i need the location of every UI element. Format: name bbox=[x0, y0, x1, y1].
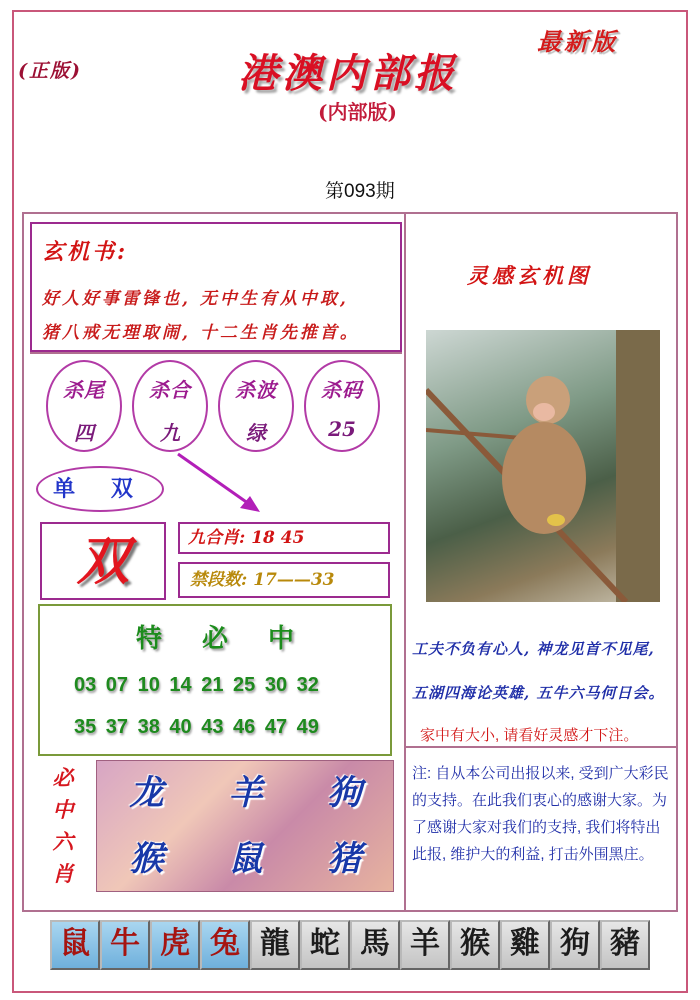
oval-value: 九 bbox=[160, 421, 180, 445]
riddle-line-1: 好人好事雷锋也, 无中生有从中取, bbox=[42, 289, 349, 309]
right-verse-1: 工夫不负有心人, 神龙见首不见尾, bbox=[412, 640, 655, 658]
arrow-icon bbox=[170, 448, 270, 520]
kill-combo-oval bbox=[132, 360, 208, 452]
zodiac-tile: 馬 bbox=[350, 920, 400, 970]
oval-value: 绿 bbox=[246, 421, 266, 445]
kill-tail-oval bbox=[46, 360, 122, 452]
riddle-line-2: 猪八戒无理取闹, 十二生肖先推首。 bbox=[42, 323, 360, 343]
zodiac-cell: 鼠 bbox=[228, 839, 263, 879]
oval-label: 杀码 bbox=[321, 378, 363, 402]
zodiac-cell: 龙 bbox=[129, 773, 164, 813]
monkey-photo bbox=[426, 330, 660, 602]
notice-text: 注: 自从本公司出报以来, 受到广大彩民的支持。在此我们衷心的感谢大家。为了感谢大家对我们的支持, 我们将特出此报, 维护大的利益, 打击外围黑庄。 bbox=[412, 765, 669, 863]
banned-range: 禁段数: 17——33 bbox=[178, 562, 390, 598]
zodiac-tile: 鼠 bbox=[50, 920, 100, 970]
divider bbox=[30, 352, 402, 354]
monkey-image-icon bbox=[426, 330, 660, 602]
zodiac-cell: 狗 bbox=[327, 773, 362, 813]
zodiac-cell: 猪 bbox=[327, 839, 362, 879]
oval-label: 杀波 bbox=[235, 378, 277, 402]
zodiac-tile: 狗 bbox=[550, 920, 600, 970]
inspiration-title: 灵感玄机图 bbox=[467, 263, 592, 288]
oval-label: 杀合 bbox=[149, 378, 191, 402]
issue-number: 第093期 bbox=[325, 181, 395, 202]
big-double-char: 双 bbox=[40, 522, 166, 600]
nine-combo-zodiac: 九合肖: 18 45 bbox=[178, 522, 390, 554]
single-double-oval: 单 双 bbox=[36, 466, 164, 512]
zodiac-tile: 豬 bbox=[600, 920, 650, 970]
zodiac-tile: 牛 bbox=[100, 920, 150, 970]
zodiac-tile: 龍 bbox=[250, 920, 300, 970]
zodiac-tile: 猴 bbox=[450, 920, 500, 970]
kill-wave-oval bbox=[218, 360, 294, 452]
divider bbox=[406, 746, 678, 748]
six-zodiac-label: 必中六肖 bbox=[52, 765, 74, 886]
zodiac-tile: 虎 bbox=[150, 920, 200, 970]
edition-tag: (正版) bbox=[18, 60, 82, 82]
number-row-1: 03 07 10 14 21 25 30 32 bbox=[74, 674, 319, 696]
page-title: 港澳内部报 bbox=[238, 50, 458, 97]
divider bbox=[22, 212, 678, 214]
divider bbox=[22, 910, 678, 912]
divider bbox=[22, 212, 24, 912]
right-note: 家中有大小, 请看好灵感才下注。 bbox=[420, 727, 639, 744]
number-row-2: 35 37 38 40 43 46 47 49 bbox=[74, 716, 319, 738]
divider bbox=[676, 212, 678, 912]
zodiac-strip bbox=[50, 920, 650, 970]
oval-value: 四 bbox=[74, 421, 94, 445]
newest-tag: 最新版 bbox=[537, 27, 618, 56]
zodiac-cell: 猴 bbox=[129, 839, 164, 879]
zodiac-tile: 蛇 bbox=[300, 920, 350, 970]
oval-label: 杀尾 bbox=[63, 378, 105, 402]
six-zodiac-grid bbox=[96, 760, 394, 892]
subtitle: (内部版) bbox=[318, 100, 397, 124]
zodiac-tile: 羊 bbox=[400, 920, 450, 970]
right-verse-2: 五湖四海论英雄, 五牛六马何日会。 bbox=[412, 684, 665, 702]
riddle-title: 玄机书: bbox=[42, 239, 129, 265]
special-numbers-box bbox=[38, 604, 392, 756]
zodiac-tile: 兔 bbox=[200, 920, 250, 970]
zodiac-cell: 羊 bbox=[228, 773, 263, 813]
oval-value: 25 bbox=[328, 417, 356, 441]
special-title: 特必中 bbox=[135, 624, 334, 654]
divider bbox=[404, 212, 406, 912]
zodiac-tile: 雞 bbox=[500, 920, 550, 970]
kill-number-oval bbox=[304, 360, 380, 452]
